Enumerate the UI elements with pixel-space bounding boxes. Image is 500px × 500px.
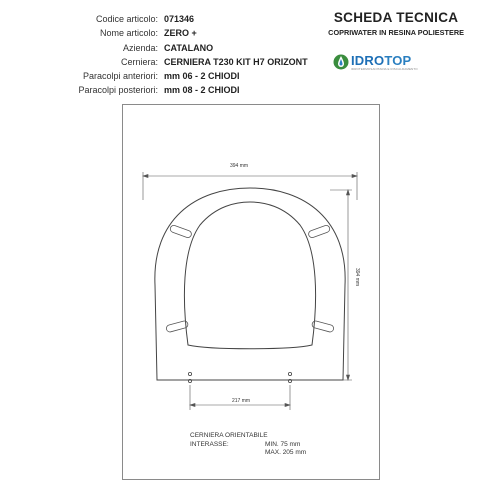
spec-label: Cerniera: [120, 56, 158, 67]
sheet-subtitle: COPRIWATER IN RESINA POLIESTERE [328, 28, 464, 37]
width-label: 394 mm [230, 163, 249, 169]
height-label: 394 mm [354, 268, 360, 287]
spec-label: Codice articolo: [95, 14, 158, 24]
hinge-interasse-label: INTERASSE: [190, 440, 229, 448]
spec-value: ZERO + [164, 28, 197, 39]
logo-brand-part1: IDRO [351, 53, 385, 68]
bumper-slot-front-right [308, 224, 331, 238]
hinge-min-value: MIN. 75 mm [265, 440, 301, 448]
spec-value: mm 06 - 2 CHIODI [164, 71, 240, 82]
spec-label: Paracolpi anteriori: [82, 71, 158, 82]
hinge-note [190, 432, 306, 458]
bumper-slot-front-left [169, 224, 192, 238]
hinge-row-min [190, 441, 306, 450]
sheet-title: SCHEDA TECNICA [333, 10, 459, 25]
spec-value: mm 08 - 2 CHIODI [164, 85, 240, 96]
width-dimension [143, 172, 357, 200]
spec-label: Nome articolo: [99, 28, 158, 39]
seat-outline [155, 188, 345, 380]
hinge-distance-label: 217 mm [232, 398, 251, 404]
height-dimension [330, 190, 352, 380]
logo-brand-part2: TOP [384, 53, 412, 68]
hinge-note-title: CERNIERA ORIENTABILE [190, 432, 268, 439]
hinge-holes [188, 372, 291, 382]
seat-opening [184, 202, 315, 349]
spec-value: CERNIERA T230 KIT H7 ORIZONT [164, 56, 308, 67]
spec-value: CATALANO [164, 42, 214, 53]
spec-label: Azienda: [122, 42, 158, 53]
spec-label: Paracolpi posteriori: [78, 85, 158, 96]
spec-value: 071346 [164, 14, 195, 24]
hinge-max-value: MAX. 205 mm [265, 449, 307, 456]
logo-tagline: IDROTERMOSANITARIA E RISCALDAMENTO [351, 67, 418, 71]
